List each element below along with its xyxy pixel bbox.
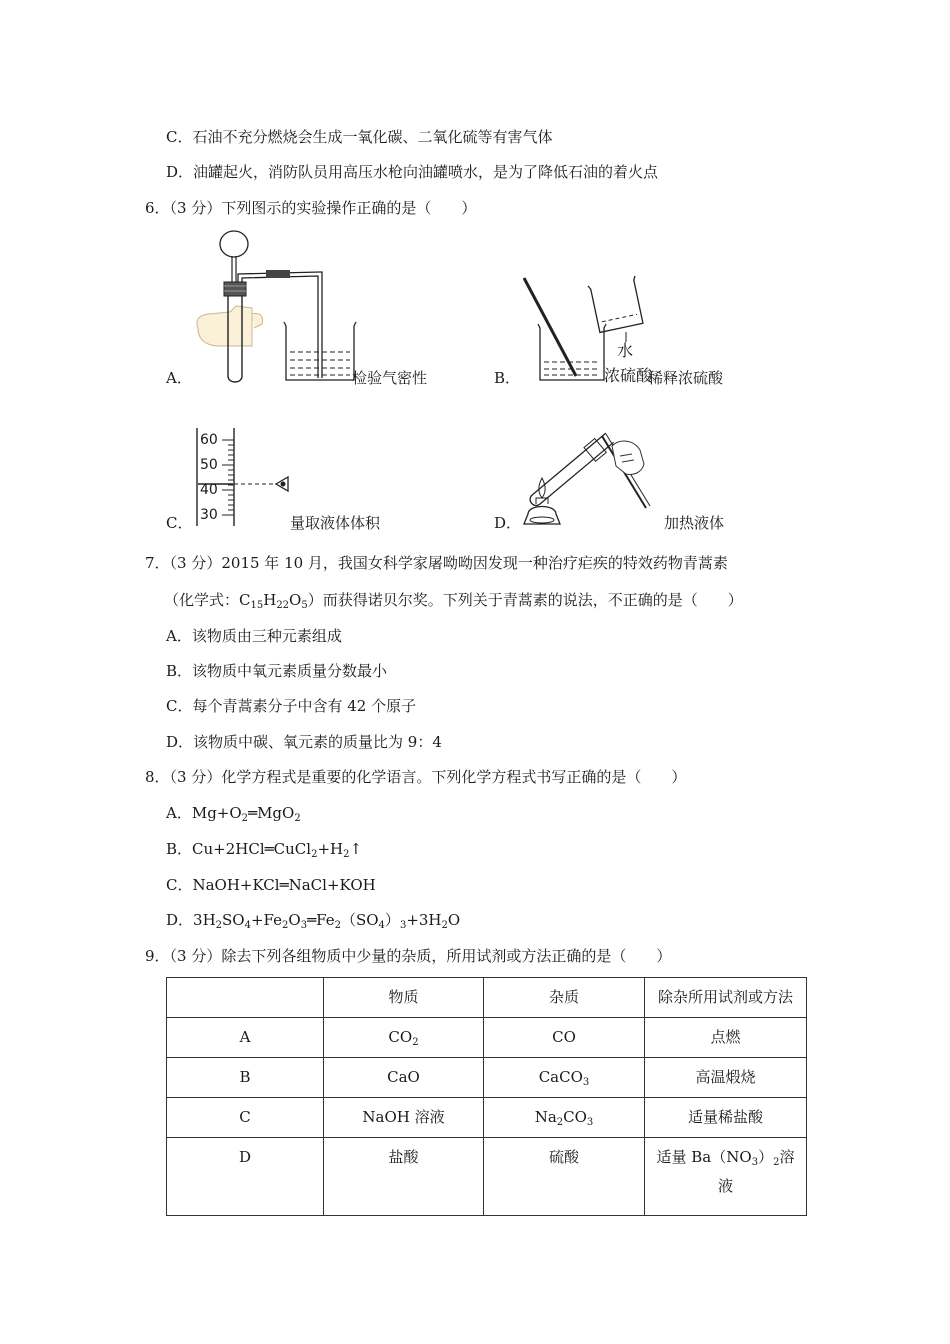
cylinder-tick-60: 60: [200, 432, 218, 448]
row-label: A: [167, 1018, 324, 1058]
q5-option-c: C．石油不充分燃烧会生成一氧化碳、二氧化硫等有害气体: [166, 128, 553, 146]
row-label: B: [167, 1058, 324, 1098]
q6-stem: 6．（3 分）下列图示的实验操作正确的是（ ）: [145, 199, 477, 217]
hand-shape: [612, 441, 644, 474]
q6-option-d-letter: D．: [494, 514, 522, 532]
q7-stem-line1: 7．（3 分）2015 年 10 月，我国女科学家屠呦呦因发现一种治疗疟疾的特效药物青蒿素: [145, 554, 728, 572]
label-water: 水: [617, 341, 634, 360]
beaker: [284, 322, 356, 380]
q8-option-a: A．$Mg+O_2═MgO_2$: [166, 804, 301, 824]
alcohol-lamp: [524, 507, 560, 525]
q6-option-c-letter: C．: [166, 514, 193, 532]
q6-option-a-letter: A．: [166, 369, 192, 387]
q6-option-b-letter: B．: [494, 369, 521, 387]
cylinder-tick-40: 40: [200, 482, 218, 498]
substance-cell: NaOH 溶液: [324, 1098, 484, 1138]
q6-option-d-caption: 加热液体: [664, 514, 725, 532]
header-cell: 杂质: [484, 978, 645, 1018]
q7-option-c: C．每个青蒿素分子中含有 42 个原子: [166, 697, 417, 715]
method-cell: 点燃: [645, 1018, 807, 1058]
q7-option-b: B．该物质中氧元素质量分数最小: [166, 662, 388, 680]
q9-stem: 9．（3 分）除去下列各组物质中少量的杂质，所用试剂或方法正确的是（ ）: [145, 947, 672, 965]
q6-option-a-caption: 检验气密性: [352, 369, 428, 387]
method-cell: 高温煅烧: [645, 1058, 807, 1098]
pouring-beaker: [588, 276, 645, 333]
q6-option-c-caption: 量取液体体积: [290, 514, 381, 532]
table-row: [167, 1098, 807, 1138]
table-row: [167, 1018, 807, 1058]
method-cell: 适量 $Ba(NO_3)_2$溶 液: [645, 1138, 807, 1216]
q5-option-d: D．油罐起火，消防队员用高压水枪向油罐喷水，是为了降低石油的着火点: [166, 163, 659, 181]
table-row: [167, 1138, 807, 1216]
substance-cell: CaO: [324, 1058, 484, 1098]
q6-option-b-caption: 稀释浓硫酸: [648, 369, 724, 387]
glass-rod: [524, 278, 576, 376]
header-cell: 除杂所用试剂或方法: [645, 978, 807, 1018]
impurity-cell: 硫酸: [484, 1138, 645, 1216]
table-header-row: [167, 978, 807, 1018]
row-label: D: [167, 1138, 324, 1216]
q8-option-d: D．$3H_2SO_4+Fe_2O_3═Fe_2(SO_4)_3+3H_2O$: [166, 911, 461, 931]
cylinder-tick-30: 30: [200, 507, 218, 523]
q9-table: [166, 977, 807, 1216]
q7-stem-line2: （化学式：$C_{15}H_{22}O_5$）而获得诺贝尔奖。下列关于青蒿素的说法，不正确的是（ ）: [164, 591, 743, 611]
impurity-cell: CO: [484, 1018, 645, 1058]
q7-option-d: D．该物质中碳、氧元素的质量比为 9：4: [166, 733, 442, 751]
table-row: [167, 1058, 807, 1098]
hand-shape: [197, 306, 252, 346]
impurity-cell: CaCO$_3$: [484, 1058, 645, 1098]
row-label: C: [167, 1098, 324, 1138]
long-neck-funnel: [220, 231, 248, 257]
method-cell: 适量稀盐酸: [645, 1098, 807, 1138]
q7-option-a: A．该物质由三种元素组成: [166, 627, 342, 645]
airtightness-check-figure: [190, 228, 360, 386]
substance-cell: $CO_2$: [324, 1018, 484, 1058]
header-cell: [167, 978, 324, 1018]
rubber-stopper: [224, 282, 246, 296]
rubber-connector: [266, 270, 290, 278]
impurity-cell: $Na_2CO_3$: [484, 1098, 645, 1138]
header-cell: 物质: [324, 978, 484, 1018]
label-concentrated-acid: 浓硫酸: [604, 366, 653, 385]
substance-cell: 盐酸: [324, 1138, 484, 1216]
cylinder-tick-50: 50: [200, 457, 218, 473]
q8-option-b: B．$Cu+2HCl═CuCl_2+H_2↑$: [166, 840, 363, 860]
q8-option-c: C．NaOH+KCl═NaCl+KOH: [166, 876, 376, 894]
heating-liquid-figure: [516, 416, 666, 532]
q8-stem: 8．（3 分）化学方程式是重要的化学语言。下列化学方程式书写正确的是（ ）: [145, 768, 687, 786]
